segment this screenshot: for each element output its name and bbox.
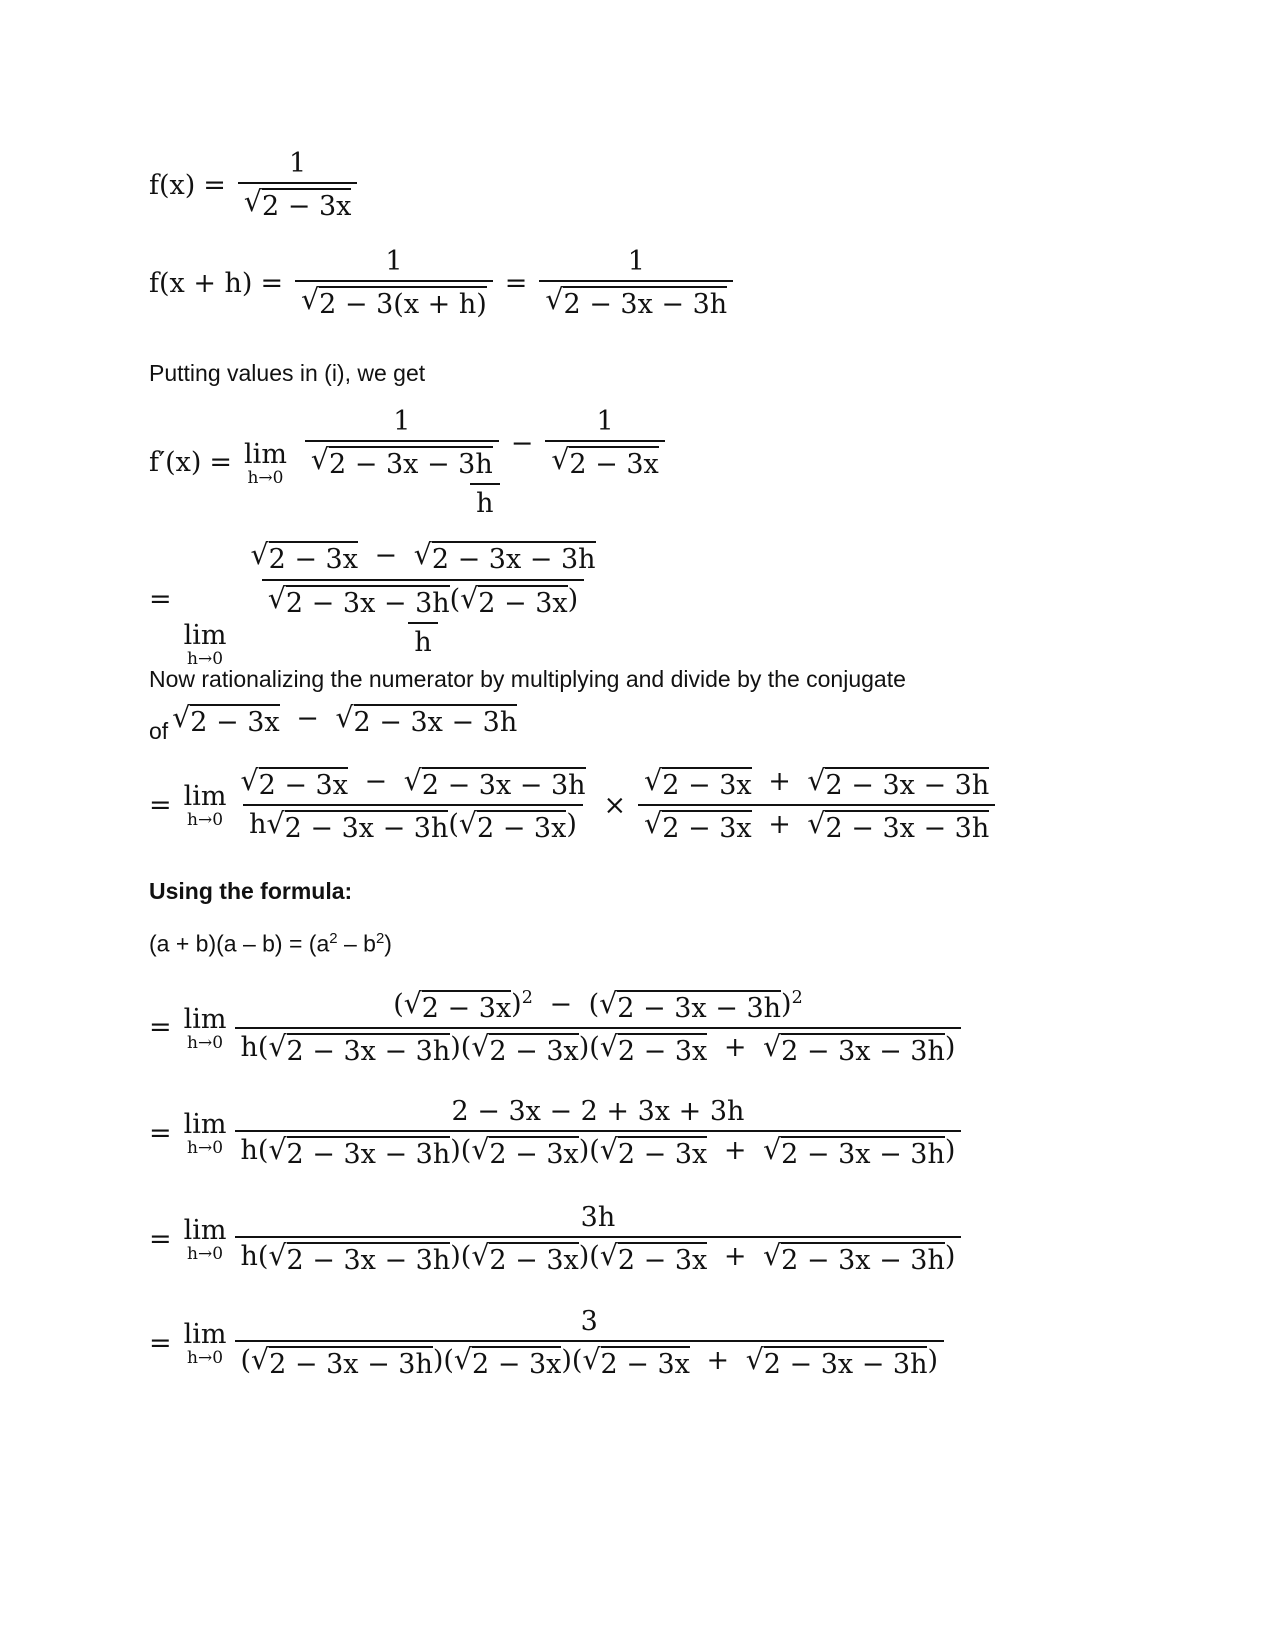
equation-step-2: = lim h→0 √ 2 − 3x − √ 2 − 3x − 3h √ 2 − 3x − 3h ( √ 2 − 3x ) h [149, 538, 596, 669]
equation-step-6: = lim h→0 3h h( √ 2 − 3x − 3h )( √ 2 − 3x )( √ 2 − 3x + √ 2 − 3x − 3h ) [149, 1202, 965, 1276]
fx-fraction: 1 √ 2 − 3x [238, 148, 357, 222]
equation-derivative: f′(x) = lim h→0 1 √ 2 − 3x − 3h − 1 √ 2 − 3x h [149, 406, 679, 519]
equation-fx: f(x) = 1 √ 2 − 3x [149, 148, 361, 222]
heading-formula: Using the formula: [149, 878, 353, 904]
fx-lhs: f(x) [149, 169, 196, 201]
equation-step-5: = lim h→0 2 − 3x − 2 + 3x + 3h h( √ 2 − 3x − 3h )( √ 2 − 3x )( √ 2 − 3x + √ 2 − 3x − 3h ) [149, 1096, 965, 1170]
text-formula: $(a + b)(a - b) = (a^2 - b^2)$ [149, 930, 392, 957]
text-rationalize: Now rationalizing the numerator by multiplying and divide by the conjugate [149, 666, 906, 692]
equation-step-7: = lim h→0 3 ( √ 2 − 3x − 3h )( √ 2 − 3x )( √ 2 − 3x + √ 2 − 3x − 3h ) [149, 1306, 948, 1380]
equation-step-4: = lim h→0 ( √ 2 − 3x )$^2$ − ( √ 2 − 3x − 3h )$^2$ h( √ 2 − 3x − 3h )( √ 2 − 3x )( √ 2 − 3x + √ 2 − 3x − 3h ) [149, 988, 965, 1067]
equation-fxh: f(x + h) = 1 √ 2 − 3(x + h) = 1 √ 2 − 3x − 3h [149, 246, 737, 320]
conjugate-line: of √ 2 − 3x − √ 2 − 3x − 3h [149, 700, 518, 744]
equation-step-3: = lim h→0 √ 2 − 3x − √ 2 − 3x − 3h h √ 2 − 3x − 3h ( √ 2 − 3x ) × √ 2 − 3x + √ 2 − 3x − 3h √ 2 − 3x + √ 2 − 3x − 3h [149, 766, 999, 844]
text-putting-values: Putting values in (i), we get [149, 360, 426, 386]
